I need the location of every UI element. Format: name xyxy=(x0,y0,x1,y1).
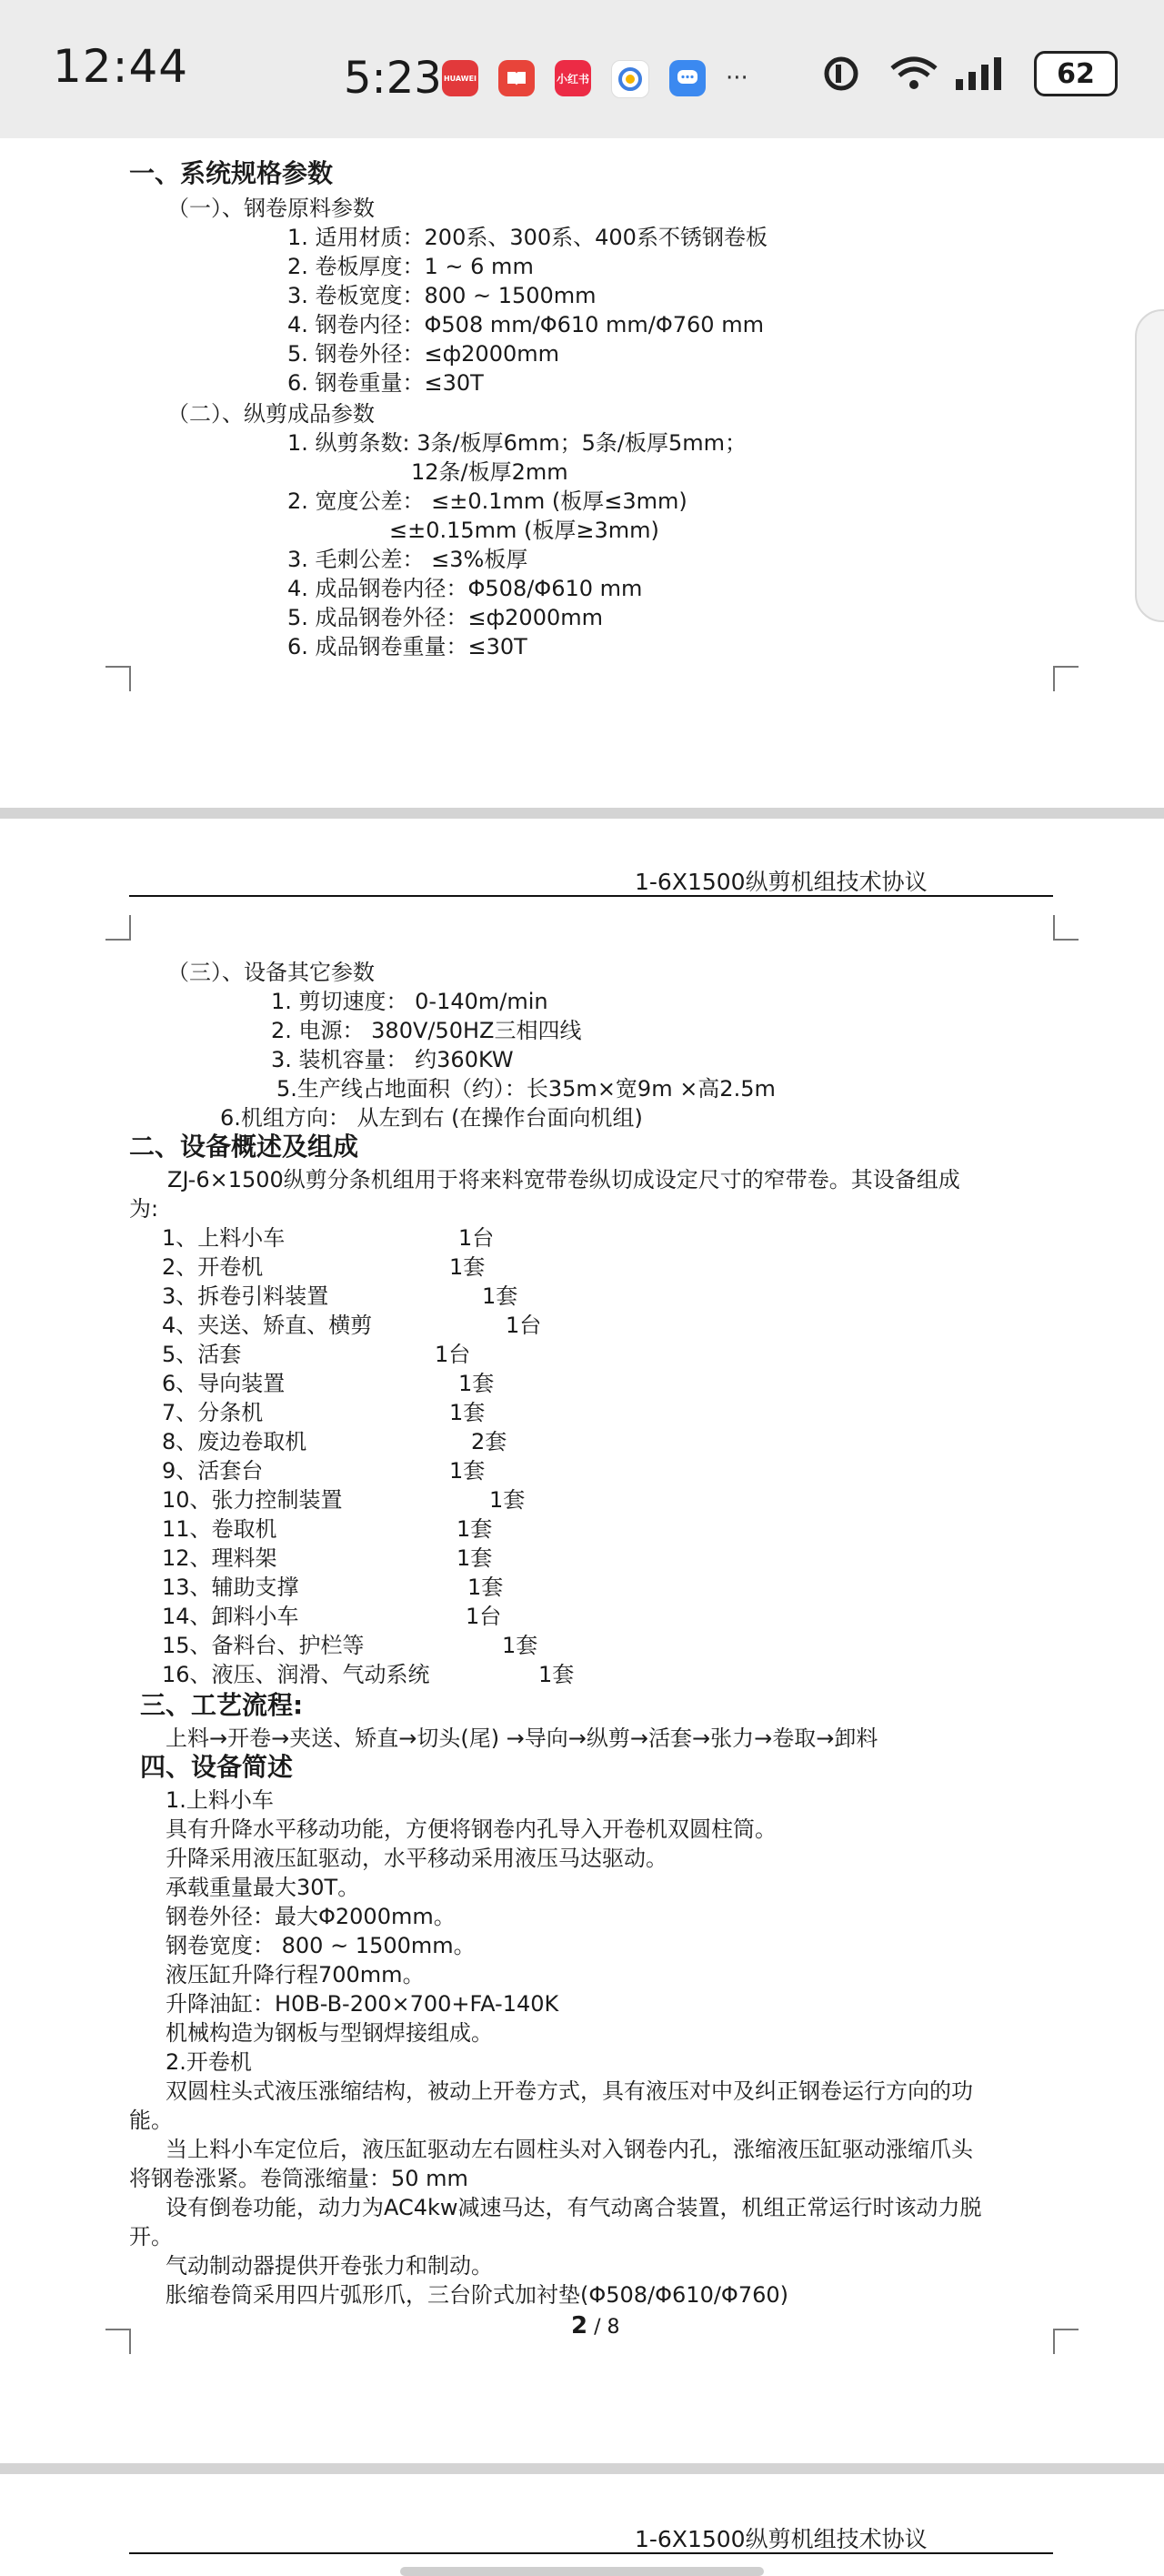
huawei-app-icon: HUAWEI xyxy=(442,60,478,96)
body-text: ZJ-6×1500纵剪分条机组用于将来料宽带卷纵切成设定尺寸的窄带卷。其设备组成 xyxy=(167,1167,960,1192)
spec-line: 1. 剪切速度： 0-140m/min xyxy=(271,989,548,1014)
crop-mark xyxy=(1053,915,1079,941)
body-text: 双圆柱头式液压涨缩结构，被动上开卷方式，具有液压对中及纠正钢卷运行方向的功 xyxy=(166,2078,973,2104)
list-item-qty: 1套 xyxy=(449,1458,486,1484)
list-item: 10、张力控制装置 xyxy=(162,1487,343,1513)
side-scroll-handle[interactable] xyxy=(1135,309,1164,622)
more-notifications-icon: ··· xyxy=(726,65,748,92)
subsection-title: （一）、钢卷原料参数 xyxy=(167,196,375,221)
message-app-icon xyxy=(669,60,706,96)
list-item-qty: 1套 xyxy=(538,1662,575,1687)
spec-line: 1. 纵剪条数: 3条/板厚6mm；5条/板厚5mm； xyxy=(287,430,748,456)
list-item: 1、上料小车 xyxy=(162,1225,286,1251)
list-item: 2、开卷机 xyxy=(162,1254,264,1280)
battery-indicator: 62 xyxy=(1034,51,1118,96)
page-separator xyxy=(0,808,1164,819)
document-page-3 xyxy=(0,2474,1164,2576)
list-item-qty: 1套 xyxy=(458,1371,495,1396)
list-item: 3、拆卷引料装置 xyxy=(162,1283,329,1309)
list-item-qty: 1套 xyxy=(449,1400,486,1425)
body-text: 为: xyxy=(129,1196,159,1222)
signal-icon xyxy=(950,54,1023,94)
body-text: 钢卷外径：最大Φ2000mm。 xyxy=(166,1904,456,1929)
document-page-2 xyxy=(0,819,1164,2463)
body-text: 胀缩卷筒采用四片弧形爪，三台阶式加衬垫(Φ508/Φ610/Φ760) xyxy=(166,2282,788,2308)
crop-mark xyxy=(105,666,131,691)
list-item-qty: 1台 xyxy=(435,1342,471,1367)
document-page-1 xyxy=(0,138,1164,808)
crop-mark xyxy=(1053,2329,1079,2354)
list-item-qty: 1套 xyxy=(457,1516,493,1542)
nfc-icon xyxy=(823,54,878,94)
section-title: 一、系统规格参数 xyxy=(129,158,334,188)
xiaohongshu-app-icon: 小红书 xyxy=(555,60,591,96)
page-header: 1-6X1500纵剪机组技术协议 xyxy=(635,869,928,895)
list-item-qty: 1套 xyxy=(467,1575,504,1600)
list-item: 11、卷取机 xyxy=(162,1516,277,1542)
page-number xyxy=(571,2312,620,2340)
list-item: 5、活套 xyxy=(162,1342,242,1367)
spec-line: 5. 成品钢卷外径：≤ф2000mm xyxy=(287,605,603,630)
notification-icons xyxy=(442,60,748,98)
spec-line: 1. 适用材质：200系、300系、400系不锈钢卷板 xyxy=(287,225,768,250)
subsection-title: 1.上料小车 xyxy=(166,1787,274,1813)
list-item-qty: 1套 xyxy=(449,1254,486,1280)
list-item-qty: 1套 xyxy=(502,1633,538,1658)
body-text: 气动制动器提供开卷张力和制动。 xyxy=(166,2253,493,2279)
spec-line: 6. 成品钢卷重量：≤30T xyxy=(287,634,527,659)
list-item: 13、辅助支撑 xyxy=(162,1575,299,1600)
header-rule xyxy=(129,2552,1053,2554)
section-title: 四、设备简述 xyxy=(140,1752,294,1782)
subsection-title: 2.开卷机 xyxy=(166,2049,252,2075)
body-text: 升降油缸：H0B-B-200×700+FA-140K xyxy=(166,1991,559,2017)
header-rule xyxy=(129,895,1053,897)
body-text: 将钢卷涨紧。卷筒涨缩量：50 mm xyxy=(129,2166,468,2191)
list-item: 15、备料台、护栏等 xyxy=(162,1633,365,1658)
list-item: 8、废边卷取机 xyxy=(162,1429,307,1454)
spec-line: 6. 钢卷重量：≤30T xyxy=(287,370,484,396)
subsection-title: （二）、纵剪成品参数 xyxy=(167,401,375,427)
spec-line: 2. 宽度公差： ≤±0.1mm (板厚≤3mm) xyxy=(287,488,687,514)
list-item: 14、卸料小车 xyxy=(162,1604,299,1629)
body-text: 具有升降水平移动功能，方便将钢卷内孔导入开卷机双圆柱筒。 xyxy=(166,1816,777,1842)
status-bar xyxy=(0,0,1164,138)
section-title: 二、设备概述及组成 xyxy=(129,1132,359,1162)
status-clock: 12:44 xyxy=(53,40,189,93)
list-item: 6、导向装置 xyxy=(162,1371,286,1396)
spec-line: 2. 卷板厚度：1 ~ 6 mm xyxy=(287,254,534,279)
spec-line: 5. 钢卷外径：≤ф2000mm xyxy=(287,341,559,367)
spec-line: 3. 毛刺公差： ≤3%板厚 xyxy=(287,547,528,572)
list-item-qty: 1台 xyxy=(458,1225,495,1251)
list-item: 12、理料架 xyxy=(162,1545,277,1571)
spec-line: 5.生产线占地面积（约）：长35m×宽9m ×高2.5m xyxy=(276,1076,776,1102)
status-time-secondary: 5:23 xyxy=(344,53,442,104)
spec-line: 12条/板厚2mm xyxy=(411,459,568,485)
page-header: 1-6X1500纵剪机组技术协议 xyxy=(635,2526,928,2552)
list-item: 4、夹送、矫直、横剪 xyxy=(162,1313,373,1338)
body-text: 液压缸升降行程700mm。 xyxy=(166,1962,425,1987)
spec-line: 6.机组方向： 从左到右 (在操作台面向机组) xyxy=(220,1105,643,1131)
crop-mark xyxy=(1053,666,1079,691)
body-text: 当上料小车定位后，液压缸驱动左右圆柱头对入钢卷内孔，涨缩液压缸驱动涨缩爪头 xyxy=(166,2137,973,2162)
crop-mark xyxy=(105,915,131,941)
spec-line: ≤±0.15mm (板厚≥3mm) xyxy=(389,518,659,543)
list-item: 16、液压、润滑、气动系统 xyxy=(162,1662,430,1687)
body-text: 升降采用液压缸驱动，水平移动采用液压马达驱动。 xyxy=(166,1846,667,1871)
wifi-icon xyxy=(888,54,939,94)
list-item: 7、分条机 xyxy=(162,1400,264,1425)
spec-line: 3. 装机容量： 约360KW xyxy=(271,1047,514,1072)
page-separator xyxy=(0,2463,1164,2474)
body-text: 承载重量最大30T。 xyxy=(166,1875,360,1900)
section-title: 三、工艺流程: xyxy=(140,1690,304,1720)
spec-line: 4. 成品钢卷内径：Φ508/Φ610 mm xyxy=(287,576,643,601)
camera-app-icon xyxy=(611,60,649,98)
page-number-total: / 8 xyxy=(594,2316,620,2339)
list-item-qty: 1台 xyxy=(466,1604,502,1629)
list-item-qty: 1套 xyxy=(457,1545,493,1571)
spec-line: 3. 卷板宽度：800 ~ 1500mm xyxy=(287,283,597,308)
body-text: 钢卷宽度： 800 ~ 1500mm。 xyxy=(166,1933,476,1958)
body-text: 能。 xyxy=(129,2108,173,2133)
spec-line: 4. 钢卷内径：Φ508 mm/Φ610 mm/Φ760 mm xyxy=(287,312,764,337)
list-item-qty: 1台 xyxy=(506,1313,542,1338)
body-text: 机械构造为钢板与型钢焊接组成。 xyxy=(166,2020,493,2046)
book-app-icon xyxy=(498,60,535,96)
body-text: 设有倒卷功能，动力为AC4kw减速马达，有气动离合装置，机组正常运行时该动力脱 xyxy=(166,2195,982,2220)
list-item-qty: 1套 xyxy=(489,1487,526,1513)
body-text: 上料→开卷→夹送、矫直→切头(尾) →导向→纵剪→活套→张力→卷取→卸料 xyxy=(166,1726,878,1751)
body-text: 开。 xyxy=(129,2224,173,2249)
list-item-qty: 1套 xyxy=(482,1283,518,1309)
crop-mark xyxy=(105,2329,131,2354)
home-indicator[interactable] xyxy=(400,2567,764,2576)
list-item-qty: 2套 xyxy=(471,1429,507,1454)
spec-line: 2. 电源： 380V/50HZ三相四线 xyxy=(271,1018,582,1043)
list-item: 9、活套台 xyxy=(162,1458,264,1484)
status-right-icons xyxy=(823,51,1118,96)
subsection-title: （三）、设备其它参数 xyxy=(167,960,375,985)
page-number-current: 2 xyxy=(571,2312,588,2340)
